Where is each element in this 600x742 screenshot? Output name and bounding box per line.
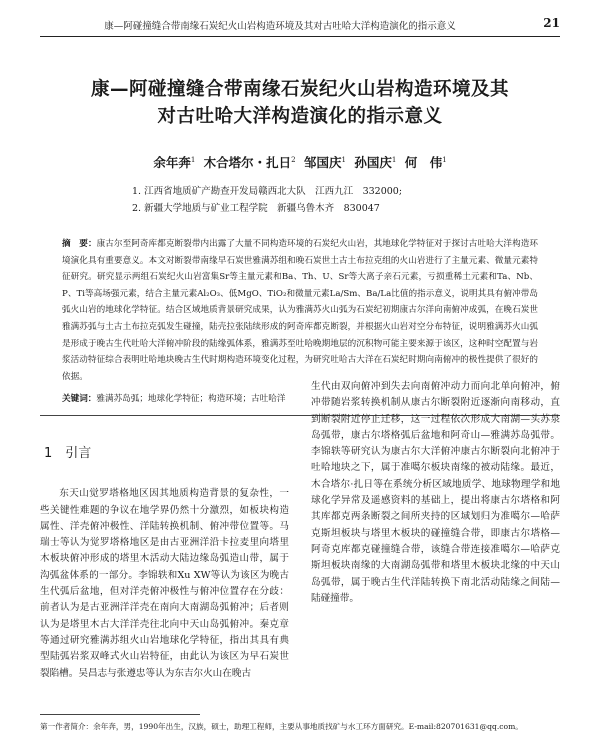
article-title-line-2: 对古吐哈大洋构造演化的指示意义 [157, 106, 443, 127]
running-header [40, 14, 560, 37]
abstract-label: 摘 要： [62, 239, 97, 249]
section-title: 引言 [65, 446, 92, 461]
author: 余年奔$^1$ [153, 155, 196, 170]
footnote-text: 第一作者简介：余年奔，男，1990年出生，汉族，硕士，助理工程师，主要从事地质找矿与水工环方面研究。E-mail:820701631@qq.com。 [40, 722, 523, 731]
abstract [62, 236, 538, 385]
article-title [40, 76, 560, 130]
section-heading [44, 446, 289, 462]
page-number: 21 [543, 16, 560, 30]
body-column-right [311, 379, 560, 607]
author: 木合塔尔・扎日$^2$ [203, 155, 296, 170]
affiliation-2: 2. 新疆大学地质与矿业工程学院 新疆乌鲁木齐 830047 [132, 203, 380, 214]
body-column-left [40, 426, 289, 682]
author: 孙国庆$^1$ [354, 155, 397, 170]
author: 邹国庆$^1$ [304, 155, 346, 170]
keywords-label: 关键词： [62, 394, 97, 404]
author-list [40, 153, 560, 171]
author: 何 伟$^1$ [404, 155, 447, 170]
running-header-title: 康—阿碰撞缝合带南缘石炭纪火山岩构造环境及其对古吐哈大洋构造演化的指示意义 [104, 21, 456, 32]
affiliation-1: 1. 江西省地质矿产勘查开发局赣西北大队 江西九江 332000; [132, 186, 403, 197]
affiliations [132, 183, 402, 217]
footnote [40, 714, 523, 732]
keywords-text: 雅满苏岛弧；地球化学特征；构造环境；古吐哈洋 [96, 394, 286, 404]
body-paragraph-right: 生代由双向俯冲到失去向南俯冲动力而向北单向俯冲，俯冲带随岩浆转换机制从康古尔断裂附近逐渐向南移动，直到断裂附近停止迁移，这一过程依次形成大南湖—头苏泉岛弧带，康古尔塔格弧后盆地和阿奇山—雅满苏岛弧带。李锦轶等研究认为康古尔大洋俯冲康古尔断裂向北俯冲于吐哈地块之下，属于准噶尔板块南缘的被动陆缘。最近，木合塔尔·扎日等在系统分析区域地质学、地球物理学和地球化学异常及遥感资料的基础上，提出将康古尔塔格和阿其库都克两条断裂之间所夹持的区域划归为准噶尔—哈萨克斯坦板块与塔里木板块的碰撞缝合带，即康古尔塔格—阿奇克库都克碰撞缝合带，该缝合带连接准噶尔—哈萨克斯坦板块南缘的大南湖岛弧带和塔里木板块北缘的中天山岛弧带，属于晚古生代洋陆转换下南北活动陆缘之间陆—陆碰撞带。 [311, 381, 560, 604]
body-paragraph-left: 东天山觉罗塔格地区因其地质构造背景的复杂性，一些关键性难题的争议在地学界仍然十分激烈，如板块构造属性、洋壳俯冲极性、洋陆转换机制、俯冲带位置等。马瑞士等认为觉罗塔格地区是由古亚洲洋沿卡拉麦里向塔里木板块俯冲形成的塔里木活动大陆边缘岛弧造山带，属于沟弧盆体系的一部分。李锦轶和Xu XW等认为该区为晚古生代弧后盆地，但对洋壳俯冲极性与俯冲位置存在分歧：前者认为是古亚洲洋洋壳在南向大南湖岛弧俯冲；后者则认为是塔里木古大洋洋壳往北向中天山岛弧俯冲。秦克章等通过研究雅满苏组火山岩地球化学特征，指出其具有典型陆弧岩浆双峰式火山岩特征，由此认为该区为早石炭世裂陷槽。吴昌志与张遵忠等认为东吉尔火山在晚古 [40, 488, 289, 679]
abstract-text: 康古尔至阿奇库都克断裂带内出露了大量不同构造环境的石炭纪火山岩，其地球化学特征对于探讨古吐哈大洋构造环境演化具有重要意义。本文对断裂带南缘早石炭世雅满苏组和晚石炭世土古土布拉克组的火山岩进行了主量元素、微量元素特征研究。研究显示两组石炭纪火山岩富集Sr等主量元素和Ba、Th、U、Sr等大离子亲石元素，亏损重稀土元素和Ta、Nb、P、Ti等高场强元素，结合主量元素Al₂O₃、低MgO、TiO₂和微量元素La/Sm、Ba/La比值的指示意义，说明其具有俯冲带岛弧火山岩的地球化学特征。结合区域地质背景研究成果，认为雅满苏火山弧为石炭纪初期康古尔洋向南俯冲成弧，在晚石炭世雅满苏弧与土古土布拉克弧发生碰撞，陆壳拉张陆续形成的阿奇库都克断裂，并根据火山岩对空分布特征，说明雅满苏火山弧是形成于晚古生代吐哈大洋俯冲阶段的陆缘弧体系，雅满苏至吐哈晚期地层的沉积物可能主要来源于该区，这种时空配置与岩浆活动特征综合表明吐哈地块晚古生代时期构造环境变化过程，为研究吐哈古大洋在石炭纪时期向南俯冲的极性提供了很好的依据。 [62, 239, 538, 382]
article-title-line-1: 康—阿碰撞缝合带南缘石炭纪火山岩构造环境及其 [90, 79, 509, 100]
section-number: 1 [44, 446, 53, 461]
